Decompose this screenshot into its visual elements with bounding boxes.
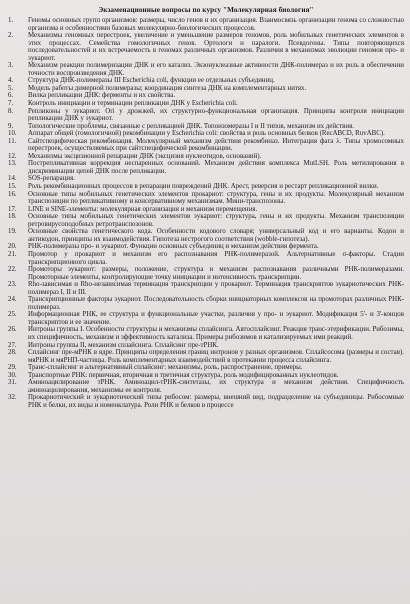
- question-text: Топологические проблемы, связанные с репликацией ДНК. Топоизомеразы I и II типов, механизм их действия.: [28, 122, 354, 130]
- question-text: Структура ДНК-полимеразы III Escherichia coli, функции ее отдельных субъединиц.: [28, 77, 275, 85]
- question-item: [8, 326, 404, 341]
- question-item: [8, 160, 404, 175]
- question-list: [8, 17, 404, 409]
- question-item: [8, 281, 404, 296]
- question-item: [8, 228, 404, 243]
- question-number: 2.: [8, 32, 14, 40]
- question-item: [8, 92, 404, 100]
- question-item: [8, 206, 404, 214]
- question-item: [8, 85, 404, 93]
- question-item: [8, 266, 404, 281]
- question-text: Пострепликативная коррекция неспаренных оснований. Механизм действия комплекса MutLSH. Роль метилирования в дискриминации цепей ДНК после репликации.: [28, 160, 404, 175]
- question-number: 7.: [8, 100, 14, 108]
- question-item: [8, 62, 404, 77]
- question-number: 6.: [8, 92, 14, 100]
- question-text: Модель работы димерной полимеразы; координация синтеза ДНК на комплементарных нитях.: [28, 84, 307, 92]
- question-item: [8, 311, 404, 326]
- question-item: [8, 153, 404, 161]
- question-text: Контроль инициации и терминации репликации ДНК у Escherichia coli.: [28, 100, 238, 108]
- question-item: [8, 138, 404, 153]
- question-item: [8, 296, 404, 311]
- question-text: Rho-зависимая и Rho-независимая терминация транскрипции у прокариот. Терминация транскриптов эукариотических РНК-полимераз I, II и III.: [28, 281, 404, 296]
- question-text: Транспортные РНК: первичная, вторичная и третичная структура, роль модифицированных нуклеотидов.: [28, 371, 339, 379]
- question-item: [8, 243, 404, 251]
- question-item: [8, 251, 404, 266]
- question-item: [8, 191, 404, 206]
- question-item: [8, 100, 404, 108]
- question-number: 32.: [8, 394, 17, 402]
- question-item: [8, 183, 404, 191]
- question-number: 18.: [8, 213, 17, 221]
- question-item: [8, 342, 404, 350]
- question-text: Механизмы эксцизионной репарации ДНК (эксцизия нуклеотидов, оснований).: [28, 152, 262, 160]
- question-number: 12.: [8, 152, 17, 160]
- question-text: Промоторы эукариот: размеры, положение, структура и механизм распознавания различными РНК-полимеразами. Промоторные элементы, контролирующие точку инициации и интенсивность транскрипции.: [28, 266, 404, 281]
- question-text: Прокариотический и эукариотический типы рибосом: размеры, внешний вид, подразделение на субъединицы. Рибосомные РНК и белки, их виды и номенклатура. Роли РНК и белков в процессе: [28, 394, 404, 409]
- question-text: Основные типы мобильных генетических элементов эукариот: структура, гены и их продукты. Механизм транспозиции ретровирусоподобных ретротранспозонов.: [28, 213, 404, 228]
- question-number: 31.: [8, 379, 17, 387]
- question-item: [8, 213, 404, 228]
- question-number: 14.: [8, 175, 17, 183]
- question-number: 8.: [8, 107, 14, 115]
- question-text: Интроны группы II, механизм сплайсинга. Сплайсинг пре-тРНК.: [28, 341, 219, 349]
- question-number: 25.: [8, 311, 17, 319]
- question-number: 22.: [8, 266, 17, 274]
- document-title: Экзаменационные вопросы по курсу "Молекулярная биология": [98, 6, 314, 14]
- question-text: Информационная РНК, ее структура и функциональные участки, различия у про- и эукариот. Модификация 5'- и 3'-концов транскриптов и ее значение.: [28, 311, 404, 326]
- question-item: [8, 17, 404, 32]
- question-number: 19.: [8, 228, 17, 236]
- question-text: Вилка репликации ДНК: ферменты и их свойства.: [28, 92, 176, 100]
- question-text: Сплайсинг пре-мРНК в ядре. Принципы определения границ интронов у разных организмов. Сплайсосома (размеры и состав). мяРНК и мяРНП-частицы. Роль комплементарных взаимодействий в протекании процесса сплайсинга.: [28, 349, 404, 364]
- question-text: Интроны группы I. Особенности структуры и механизмы сплайсинга. Автосплайсинг. Реакция транс-этерификации. Рибозимы, их специфичность, механизм и эффективность катализа. Примеры рибозимов и катализируемых ими реакций.: [28, 326, 404, 341]
- question-text: Основные свойства генетического кода. Особенности кодового словаря; универсальный код и его варианты. Кодон и антикодон, принципы их взаимодействия. Гипотеза нестрогого соответствия (wobble-гипотеза).: [28, 228, 404, 243]
- question-text: Транс-сплайсинг и альтернативный сплайсинг: механизмы, роль, распространение, примеры.: [28, 364, 303, 372]
- question-number: 4.: [8, 77, 14, 85]
- question-text: Основные типы мобильных генетических элементов прокариот: структура, гены и их продукты. Молекулярный механизм транспозиции по репликативному и консервативному механизмам. Мини-транспозоны.: [28, 190, 404, 206]
- question-text: Роль рекомбинационных процессов в репарации повреждений ДНК. Арест, реверсия и рестарт репликационной вилки.: [28, 183, 379, 191]
- question-number: 26.: [8, 326, 17, 334]
- question-number: 9.: [8, 122, 14, 130]
- question-item: [8, 364, 404, 372]
- question-item: [8, 123, 404, 131]
- question-number: 11.: [8, 137, 17, 145]
- question-number: 15.: [8, 183, 17, 191]
- question-number: 28.: [8, 349, 17, 357]
- question-text: Аппарат общей (гомологичной) рекомбинации у Escherichia coli: свойства и роль основных белков (RecABCD, RuvABC).: [28, 130, 385, 138]
- question-item: [8, 379, 404, 394]
- question-item: [8, 77, 404, 85]
- question-number: 5.: [8, 84, 14, 92]
- question-text: Геномы основных групп организмов: размеры, число генов и их организация. Взаимосвязь организации генома со сложностью организма и особенностями базовых молекулярно-биологических процессов.: [28, 17, 404, 32]
- question-number: 20.: [8, 243, 17, 251]
- question-text: Транскрипционные факторы эукариот. Последовательность сборки инициаторных комплексов на промоторах различных РНК-полимераз.: [28, 296, 404, 311]
- question-text: РНК-полимеразы про- и эукариот. Функции основных субъединиц и механизм действия фермента.: [28, 243, 319, 251]
- question-item: [8, 394, 404, 409]
- question-item: [8, 372, 404, 380]
- question-item: [8, 130, 404, 138]
- question-number: 29.: [8, 364, 17, 372]
- question-text: Механизм реакции полимеризации ДНК и его катализ. Экзонуклеазные активности ДНК-полимераз и их роль в обеспечении точности воспроизведения ДНК.: [28, 62, 404, 77]
- question-text: Механизмы геномных перестроек, увеличение и уменьшение размеров геномов, роль мобильных генетических элементов в этих процессах. Семейства гомологичных генов. Ортологи и паралоги. Псевдогены. Типы повторяющихся последовательностей и их встречаемость в геномах различных организмов. Различия в механизмах эволюции геномов про- и эукариот.: [28, 32, 404, 62]
- question-number: 16.: [8, 190, 17, 198]
- question-number: 1.: [8, 17, 14, 24]
- question-item: [8, 32, 404, 62]
- question-text: Аминоацилирование тРНК. Аминоацил-тРНК-синтетазы, их структура и механизм действия. Специфичность аминоацилирования, механизмы ее контроля.: [28, 379, 404, 394]
- question-number: 23.: [8, 281, 17, 289]
- question-number: 27.: [8, 341, 17, 349]
- question-number: 30.: [8, 371, 17, 379]
- question-number: 21.: [8, 250, 17, 258]
- question-number: 24.: [8, 296, 17, 304]
- question-item: [8, 108, 404, 123]
- question-item: [8, 349, 404, 364]
- question-number: 13.: [8, 160, 17, 168]
- question-item: [8, 175, 404, 183]
- question-number: 10.: [8, 130, 17, 138]
- question-text: LINE и SINE-элементы: молекулярная организация и механизм перемещения.: [28, 205, 258, 213]
- question-text: Сайтспецифическая рекомбинация. Молекулярный механизм действия рекомбиназ. Интеграция фага λ. Типы хромосомных перестроек, осуществляемых при сайтспецифической рекомбинации.: [28, 137, 404, 153]
- question-text: SOS-репарация.: [28, 175, 75, 183]
- question-text: Промотор у прокариот и механизм его распознавания РНК-полимеразой. Альтернативные σ-факторы. Стадии транскрипционного цикла.: [28, 250, 404, 266]
- question-number: 17.: [8, 205, 17, 213]
- question-number: 3.: [8, 62, 14, 70]
- question-text: Репликоны у эукариот. Ori у дрожжей, их структурно-функциональная организация. Принципы контроля инициации репликации ДНК у эукариот.: [28, 107, 404, 123]
